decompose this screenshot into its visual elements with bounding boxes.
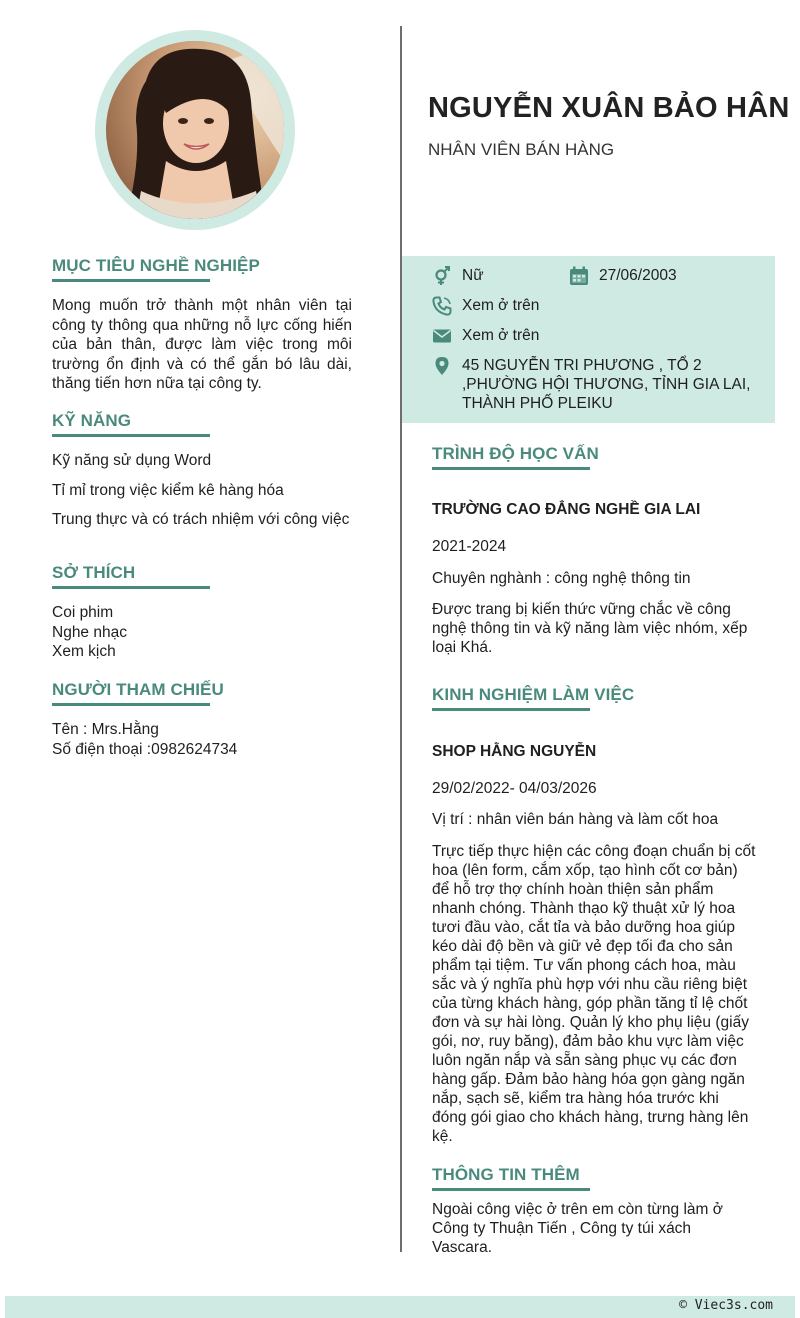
gender-value: Nữ	[462, 267, 484, 284]
additional-underline	[432, 1188, 590, 1191]
hobbies-section	[52, 563, 352, 662]
hobbies-heading: SỞ THÍCH	[52, 563, 136, 582]
skills-heading: KỸ NĂNG	[52, 411, 132, 430]
additional-section	[432, 1165, 762, 1191]
location-pin-icon	[432, 356, 452, 376]
reference-phone: Số điện thoại :0982624734	[52, 740, 238, 758]
references-heading: NGƯỜI THAM CHIẾU	[52, 680, 224, 699]
phone-icon	[432, 296, 452, 316]
skills-underline	[52, 434, 210, 437]
experience-description: Trực tiếp thực hiện các công đoạn chuẩn bị cốt hoa (lên form, cắm xốp, tạo hình cốt cơ bản) để hỗ trợ thợ chính hoàn thiện sản phẩm nhanh chóng. Thành thạo kỹ thuật xử lý hoa tươi đầu vào, cắt tỉa và bảo dưỡng hoa giúp kéo dài độ bền và giữ vẻ đẹp tối đa cho sản phẩm tại tiệm. Tư vấn phong cách hoa, màu sắc và ý nghĩa phù hợp với nhu cầu riêng biệt của từng khách hàng, góp phần tăng tỉ lệ chốt đơn và sự hài lòng. Quản lý kho phụ liệu (giấy gói, nơ, ruy băng), đảm bảo khu vực làm việc luôn ngăn nắp và sẵn sàng phục vụ các đơn hàng gấp. Đảm bảo hàng hóa gọn gàng ngăn nắp, sạch sẽ, kiểm tra hàng hóa trước khi đóng gói giao cho khách hàng, trưng hàng lên kệ.	[432, 843, 756, 1145]
birthday-value: 27/06/2003	[599, 267, 677, 284]
hobby-item: Nghe nhạc	[52, 623, 127, 641]
education-period: 2021-2024	[432, 538, 507, 555]
objective-underline	[52, 279, 210, 282]
candidate-name: NGUYỄN XUÂN BẢO HÂN	[428, 92, 790, 124]
avatar-frame	[95, 30, 295, 230]
envelope-icon	[432, 326, 452, 346]
hobbies-underline	[52, 586, 210, 589]
phone-row	[432, 296, 539, 316]
avatar	[106, 41, 284, 219]
objective-section	[52, 256, 352, 394]
company-name: SHOP HẰNG NGUYỄN	[432, 743, 597, 760]
skill-item: Trung thực và có trách nhiệm với công việc	[52, 511, 350, 528]
references-section	[52, 680, 352, 759]
education-underline	[432, 467, 590, 470]
column-divider	[400, 26, 402, 1252]
school-name: TRƯỜNG CAO ĐẲNG NGHỀ GIA LAI	[432, 501, 701, 518]
experience-heading: KINH NGHIỆM LÀM VIỆC	[432, 685, 635, 704]
education-section	[432, 444, 762, 470]
email-value: Xem ở trên	[462, 327, 540, 344]
reference-name: Tên : Mrs.Hằng	[52, 721, 159, 738]
education-description: Được trang bị kiến thức vững chắc về công nghệ thông tin và kỹ năng làm việc nhóm, xếp loại Khá.	[432, 601, 748, 656]
gender-icon	[432, 266, 452, 286]
footer-bar	[5, 1296, 795, 1318]
address-row	[432, 356, 752, 413]
footer-copyright: © Viec3s.com	[679, 1298, 773, 1313]
hobby-item: Coi phim	[52, 604, 114, 621]
address-value: 45 NGUYỄN TRI PHƯƠNG , TỔ 2 ,PHƯỜNG HỘI THƯƠNG, TỈNH GIA LAI, THÀNH PHỐ PLEIKU	[462, 357, 751, 412]
experience-period: 29/02/2022- 04/03/2026	[432, 780, 597, 797]
avatar-photo	[106, 41, 284, 219]
job-title: NHÂN VIÊN BÁN HÀNG	[428, 140, 615, 159]
hobby-item: Xem kịch	[52, 643, 116, 660]
objective-heading: MỤC TIÊU NGHỀ NGHIỆP	[52, 256, 260, 275]
objective-text: Mong muốn trở thành một nhân viên tại công ty thông qua những nỗ lực cống hiến của bản thân, được làm việc trong môi trường ổn định và có thể gắn bó lâu dài, thăng tiến hơn nữa tại công ty.	[52, 297, 352, 392]
education-heading: TRÌNH ĐỘ HỌC VẤN	[432, 444, 599, 463]
birthday-row	[569, 266, 677, 286]
additional-heading: THÔNG TIN THÊM	[432, 1165, 580, 1184]
experience-section	[432, 685, 762, 711]
contact-panel	[402, 256, 775, 423]
email-row	[432, 326, 539, 346]
phone-value: Xem ở trên	[462, 297, 540, 314]
skill-item: Tỉ mỉ trong việc kiểm kê hàng hóa	[52, 481, 284, 499]
skills-section	[52, 411, 352, 530]
education-major: Chuyên nghành : công nghệ thông tin	[432, 570, 691, 587]
experience-position: Vị trí : nhân viên bán hàng và làm cốt hoa	[432, 811, 719, 828]
gender-row	[432, 266, 484, 286]
calendar-icon	[569, 266, 589, 286]
experience-underline	[432, 708, 590, 711]
additional-text: Ngoài công việc ở trên em còn từng làm ở Công ty Thuận Tiến , Công ty túi xách Vascara.	[432, 1201, 723, 1256]
skill-item: Kỹ năng sử dụng Word	[52, 452, 212, 469]
references-underline	[52, 703, 210, 706]
